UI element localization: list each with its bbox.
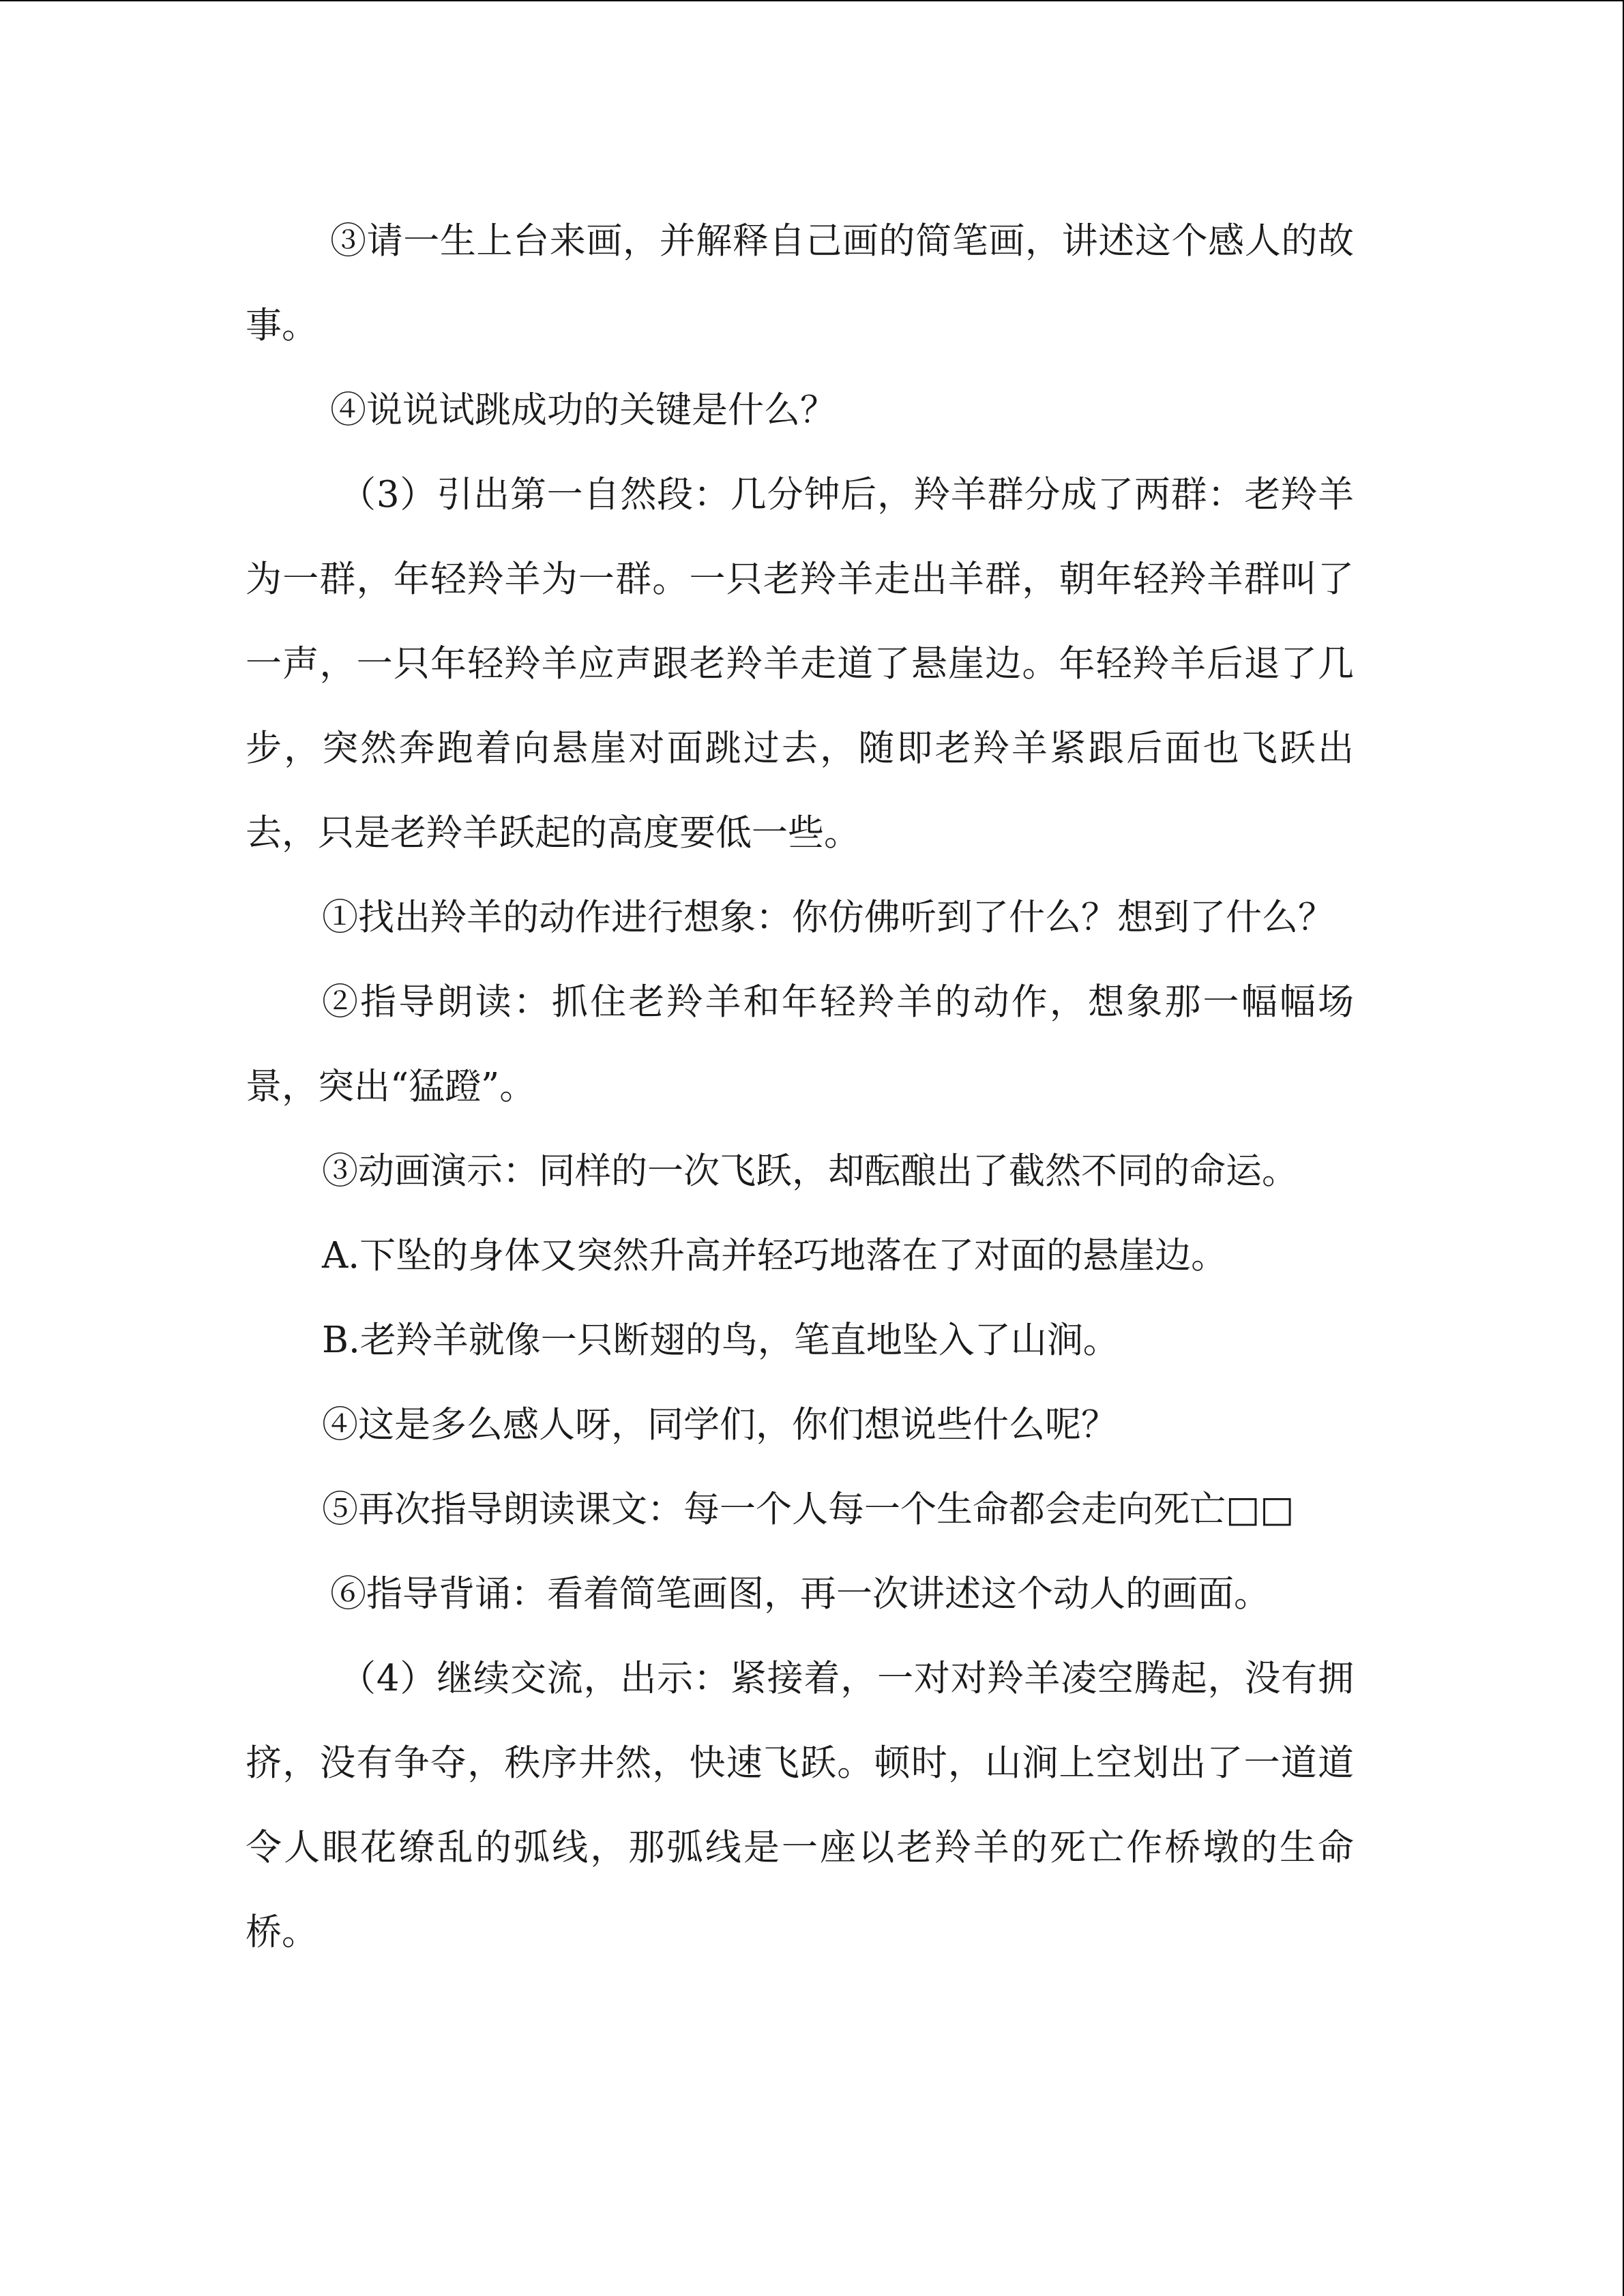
paragraph-draw-story: ③请一生上台来画，并解释自己画的简笔画，讲述这个感人的故事。 (246, 220, 1354, 346)
paragraph-imagine-actions: ①找出羚羊的动作进行想象：你仿佛听到了什么？想到了什么？ (322, 897, 1334, 938)
paragraph-guided-reading: ②指导朗读：抓住老羚羊和年轻羚羊的动作，想象那一幅幅场景，突出“猛蹬”。 (246, 981, 1354, 1107)
paragraph-jump-key: ④说说试跳成功的关键是什么？ (330, 389, 836, 431)
paragraph-option-a: A.下坠的身体又突然升高并轻巧地落在了对面的悬崖边。 (322, 1235, 1228, 1277)
paragraph-animation-demo: ③动画演示：同样的一次飞跃，却酝酿出了截然不同的命运。 (322, 1150, 1298, 1192)
document-body (246, 199, 1354, 1975)
paragraph-recitation: ⑥指导背诵：看着简笔画图，再一次讲述这个动人的画面。 (330, 1573, 1270, 1615)
paragraph-reread-text: ⑤再次指导朗读课文：每一个人每一个生命都会走向死亡□□ (322, 1489, 1295, 1530)
paragraph-continue-exchange: （4）继续交流，出示：紧接着，一对对羚羊凌空腾起，没有拥挤，没有争夺，秩序井然，快速飞跃。顿时，山涧上空划出了一道道令人眼花缭乱的弧线，那弧线是一座以老羚羊的死亡作桥墩的生命桥。 (246, 1658, 1354, 1953)
paragraph-touching-discussion: ④这是多么感人呀，同学们，你们想说些什么呢？ (322, 1404, 1117, 1446)
paragraph-option-b: B.老羚羊就像一只断翅的鸟，笔直地坠入了山涧。 (322, 1320, 1119, 1361)
paragraph-first-natural-section: （3）引出第一自然段：几分钟后，羚羊群分成了两群：老羚羊为一群，年轻羚羊为一群。一只老羚羊走出羊群，朝年轻羚羊群叫了一声，一只年轻羚羊应声跟老羚羊走道了悬崖边。年轻羚羊后退了几步，突然奔跑着向悬崖对面跳过去，随即老羚羊紧跟后面也飞跃出去，只是老羚羊跃起的高度要低一些。 (246, 474, 1354, 854)
